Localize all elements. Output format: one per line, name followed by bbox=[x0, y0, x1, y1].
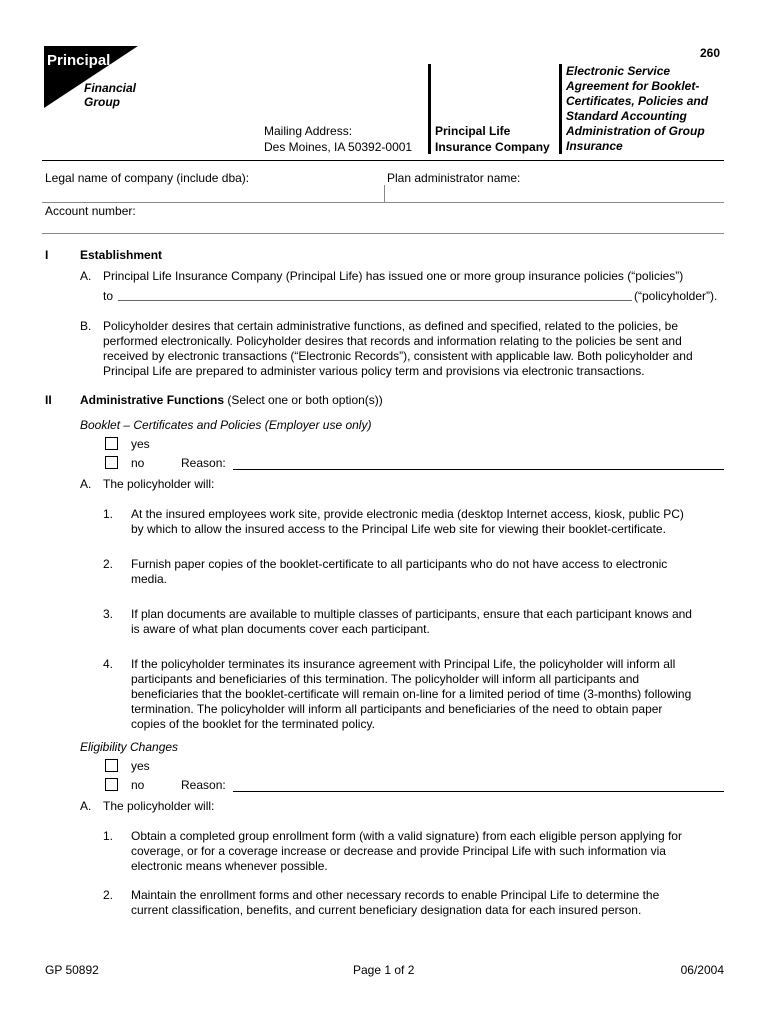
eligibility-heading: Eligibility Changes bbox=[80, 740, 179, 754]
section-2-note: (Select one or both option(s)) bbox=[227, 393, 383, 407]
booklet-heading: Booklet – Certificates and Policies (Employer use only) bbox=[80, 418, 372, 432]
item-number: 2. bbox=[103, 888, 114, 902]
reason-label: Reason: bbox=[181, 456, 226, 470]
item-letter: B. bbox=[80, 319, 92, 333]
to-label: to bbox=[103, 289, 114, 303]
text-line: At the insured employees work site, provide electronic media (desktop Internet access, kiosk, public PC) bbox=[131, 507, 684, 521]
text-line: current classification, benefits, and current beneficiary designation data for each insured person. bbox=[131, 903, 642, 917]
text-line: copies of the booklet for the terminated policy. bbox=[131, 717, 375, 731]
plan-admin-label: Plan administrator name: bbox=[387, 171, 521, 185]
item-number: 2. bbox=[103, 557, 114, 571]
section-2-heading: Administrative Functions bbox=[80, 393, 225, 407]
header-rule bbox=[42, 160, 724, 161]
text-line: received by electronic transactions (“Electronic Records”), consistent with applicable law. Both policyholder and bbox=[103, 349, 693, 363]
logo-sub2: Group bbox=[84, 95, 120, 109]
booklet-yes-checkbox[interactable] bbox=[105, 437, 118, 450]
legal-name-field[interactable] bbox=[42, 202, 724, 203]
policyholder-label: (“policyholder”). bbox=[634, 289, 718, 303]
mailing-address bbox=[264, 123, 412, 155]
mailing-label: Mailing Address: bbox=[264, 124, 353, 138]
item-number: 1. bbox=[103, 507, 114, 521]
mailing-city: Des Moines, IA 50392-0001 bbox=[264, 140, 413, 154]
form-date: 06/2004 bbox=[680, 963, 724, 977]
title-line: Agreement for Booklet- bbox=[566, 79, 700, 93]
text-line: termination. The policyholder will inform all participants and beneficiaries of the need to obtain paper bbox=[131, 702, 663, 716]
logo-word: Principal bbox=[47, 52, 111, 69]
booklet-item-1 bbox=[131, 507, 724, 537]
legal-name-label: Legal name of company (include dba): bbox=[45, 171, 250, 185]
item-letter: A. bbox=[80, 477, 92, 491]
logo-sub1: Financial bbox=[84, 81, 137, 95]
document-title bbox=[566, 64, 736, 154]
title-line: Insurance bbox=[566, 139, 623, 153]
divider-bar-left bbox=[428, 64, 431, 154]
title-line: Standard Accounting bbox=[566, 109, 687, 123]
page-number: Page 1 of 2 bbox=[353, 963, 415, 977]
company-name bbox=[435, 123, 550, 155]
item-number: 4. bbox=[103, 657, 114, 671]
yes-label: yes bbox=[131, 437, 150, 451]
policyholder-will: The policyholder will: bbox=[103, 799, 215, 813]
reason-label: Reason: bbox=[181, 778, 226, 792]
section-1-heading: Establishment bbox=[80, 248, 163, 262]
text-line: Furnish paper copies of the booklet-certificate to all participants who do not have access to electronic bbox=[131, 557, 668, 571]
item-letter: A. bbox=[80, 269, 92, 283]
principal-logo bbox=[44, 46, 140, 110]
item-number: 3. bbox=[103, 607, 114, 621]
booklet-item-2 bbox=[131, 557, 724, 587]
booklet-item-3 bbox=[131, 607, 724, 637]
text-line: If plan documents are available to multiple classes of participants, ensure that each participant knows and bbox=[131, 607, 692, 621]
booklet-no-checkbox[interactable] bbox=[105, 456, 118, 469]
no-label: no bbox=[131, 456, 145, 470]
section-2-heading-row bbox=[80, 393, 383, 407]
eligibility-yes-checkbox[interactable] bbox=[105, 759, 118, 772]
text-line: Obtain a completed group enrollment form (with a valid signature) from each eligible person applying for bbox=[131, 829, 682, 843]
eligibility-item-1 bbox=[131, 829, 724, 874]
item-number: 1. bbox=[103, 829, 114, 843]
account-number-field[interactable] bbox=[42, 233, 724, 234]
text-line: media. bbox=[131, 572, 168, 586]
text-line: coverage, or for a coverage increase or decrease and provide Principal Life with such information via bbox=[131, 844, 666, 858]
booklet-reason-field[interactable] bbox=[233, 469, 724, 470]
title-line: Administration of Group bbox=[566, 124, 705, 138]
text-line: If the policyholder terminates its insurance agreement with Principal Life, the policyholder will inform all bbox=[131, 657, 676, 671]
eligibility-no-checkbox[interactable] bbox=[105, 778, 118, 791]
text-line: is aware of what plan documents cover each participant. bbox=[131, 622, 430, 636]
no-label: no bbox=[131, 778, 145, 792]
section-1-a-text: Principal Life Insurance Company (Principal Life) has issued one or more group insurance policies (“policies”) bbox=[103, 269, 684, 283]
text-line: Maintain the enrollment forms and other necessary records to enable Principal Life to determine the bbox=[131, 888, 660, 902]
text-line: beneficiaries that the booklet-certificate will remain on-line for a limited period of time (3-months) following bbox=[131, 687, 692, 701]
booklet-item-4 bbox=[131, 657, 724, 732]
divider-bar-right bbox=[559, 64, 562, 154]
text-line: performed electronically. Policyholder desires that records and information relating to the policies be sent and bbox=[103, 334, 682, 348]
policyholder-name-field[interactable] bbox=[118, 300, 632, 301]
text-line: participants and beneficiaries of this termination. The policyholder will inform all participants and bbox=[131, 672, 640, 686]
title-line: Electronic Service bbox=[566, 64, 671, 78]
section-1-numeral: I bbox=[45, 248, 49, 262]
form-code: GP 50892 bbox=[45, 963, 99, 977]
text-line: by which to allow the insured access to the Principal Life web site for viewing their booklet-certificate. bbox=[131, 522, 666, 536]
yes-label: yes bbox=[131, 759, 150, 773]
form-number: 260 bbox=[699, 46, 720, 60]
policyholder-will: The policyholder will: bbox=[103, 477, 215, 491]
section-2-numeral: II bbox=[45, 393, 52, 407]
company-line1: Principal Life bbox=[435, 124, 511, 138]
section-1-b-text bbox=[103, 319, 723, 379]
text-line: electronic means whenever possible. bbox=[131, 859, 328, 873]
eligibility-item-2 bbox=[131, 888, 724, 918]
account-number-label: Account number: bbox=[45, 204, 136, 218]
company-line2: Insurance Company bbox=[435, 140, 550, 154]
text-line: Principal Life are prepared to administer various policy term and provisions via electronic transactions. bbox=[103, 364, 645, 378]
field-divider bbox=[384, 185, 385, 202]
item-letter: A. bbox=[80, 799, 92, 813]
title-line: Certificates, Policies and bbox=[566, 94, 709, 108]
text-line: Policyholder desires that certain administrative functions, as defined and specified, related to the policies, be bbox=[103, 319, 678, 333]
eligibility-reason-field[interactable] bbox=[233, 791, 724, 792]
